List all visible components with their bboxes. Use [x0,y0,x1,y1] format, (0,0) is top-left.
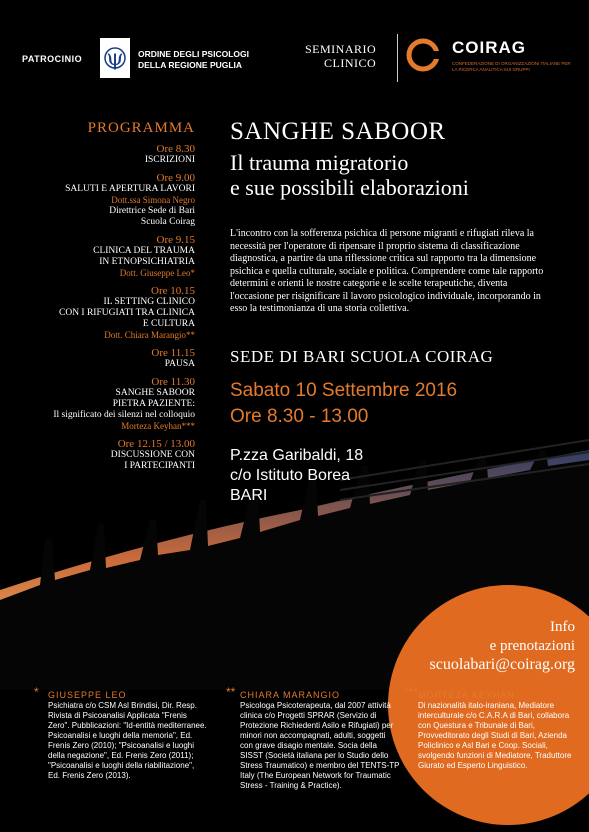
program-text: Scuola Coirag [140,217,195,227]
coirag-logo-icon [406,38,440,72]
info-block [490,618,575,656]
ordine-line-2: DELLA REGIONE PUGLIA [138,60,243,70]
subtitle [230,150,469,200]
event-hours: Ore 8.30 - 13.00 [230,406,369,427]
bio-text: Di nazionalità italo-iraniana, Mediatore interculturale c/o C.A.R.A di Bari, collabora con Questura e Tribunale di Bari, Provveditorato degli Studi di Bari, Azienda Policlinico e Asl Bari e Coop. Sociali, svolgendo funzioni di Mediatore, Traduttore Giurato ed Esperto Linguistico. [418,701,572,770]
program-text: CON I RIFUGIATI TRA CLINICA [59,308,195,318]
programma [15,120,195,472]
bio-star: ** [226,685,236,699]
programma-title: PROGRAMMA [87,120,195,136]
program-time: Ore 11.15 [151,347,195,359]
bio-text: Psicologa Psicoterapeuta, dal 2007 attività clinica c/o Progetti SPRAR (Servizio di Protezione Richiedenti Asilo e Rifugiati) per minori non accompagnati, adulti, soggetti con grave disagio mentale. Socia della SISST (Società italiana per lo Studio dello Stress Traumatico) e membro del TENTS-TP Italy (The European Network for Traumatic Stress - Training & Practice). [240,701,400,790]
program-time: Ore 9.15 [156,234,195,246]
address-line-2: c/o Istituto Borea [230,467,351,484]
bio-marangio [226,685,400,791]
bio-star: * [34,685,39,699]
bio-name: CHIARA MARANGIO [240,690,341,700]
info-line-2: e prenotazioni [489,638,575,654]
info-email-link[interactable]: scuolabari@coirag.org [429,656,575,673]
bio-text: Psichiatra c/o CSM Asl Brindisi, Dir. Resp. Rivista di Psicoanalisi Applicata "Frenis Zero". Pubblicazioni: "Id-entità mediterranee. Psicoanalisi e luoghi della memoria", Ed. Frenis Zero (2010); "Psicoanalisi e luoghi della negazione", Ed. Frenis Zero (2011); "Psicoanalisi e luoghi della riabilitazione", Ed. Frenis Zero (2013). [48,701,207,780]
program-text: ISCRIZIONI [144,155,195,165]
program-text: IL SETTING CLINICO [103,297,195,307]
address-line-1: P.zza Garibaldi, 18 [230,447,364,464]
program-text: E CULTURA [142,319,195,329]
program-time: Ore 9.00 [156,172,195,184]
coirag-name: COIRAG [452,38,526,57]
subtitle-line-2: e sue possibili elaborazioni [230,175,469,200]
sede-title: SEDE DI BARI SCUOLA COIRAG [230,347,494,366]
bio-star: *** [404,685,419,699]
ordine-psicologi-text [138,49,249,71]
intro-text: L'incontro con la sofferenza psichica di persone migranti e rifugiati rileva la necessità per l'operatore di ripensare il proprio sistema di classificazione diagnostica, a partire da una riflessione critica sul rapporto tra la dimensione psichica e quella culturale, sociale e politica. Comprendere come tale rapporto determini e orienti le nostre categorie e le scelte terapeutiche, diventa l'occasione per risignificare il lavoro psicologico individuale, incorporando in esso la testimonianza di una storia collettiva. [230,228,544,314]
ordine-line-1: ORDINE DEGLI PSICOLOGI [138,49,249,59]
event-address [230,446,363,506]
info-line-1: Info [550,619,575,635]
address-line-3: BARI [230,487,268,504]
program-speaker: Dott.ssa Simona Negro [111,195,195,205]
bio-keyhan [404,685,576,771]
program-text: DISCUSSIONE CON [110,450,195,460]
program-time: Ore 11.30 [151,376,195,388]
program-speaker: Morteza Keyhan*** [121,421,195,431]
event-date: Sabato 10 Settembre 2016 [230,380,458,401]
seminario-line-2: CLINICO [324,56,377,70]
program-speaker: Dott. Giuseppe Leo* [119,268,195,278]
program-time: Ore 12.15 / 13.00 [117,438,195,450]
program-text: SALUTI E APERTURA LAVORI [65,184,195,194]
subtitle-line-1: Il trauma migratorio [230,150,409,175]
program-text: Il significato dei silenzi nel colloquio [53,410,195,420]
coirag-subtitle: CONFEDERAZIONE DI ORGANIZZAZIONI ITALIANE PER LA RICERCA ANALITICA SUI GRUPPI [452,61,571,72]
program-text: IN ETNOPSICHIATRIA [99,257,195,267]
bio-name: GIUSEPPE LEO [48,690,127,700]
seminario-line-1: SEMINARIO [305,42,377,56]
bio-name: MORTEZA KEYHAN [418,690,515,700]
program-text: I PARTECIPANTI [124,461,195,471]
bio-leo [34,685,208,781]
program-speaker: Dott. Chiara Marangio** [104,330,195,340]
program-text: PIETRA PAZIENTE: [112,399,195,409]
program-text: CLINICA DEL TRAUMA [93,246,195,256]
program-time: Ore 8.30 [156,143,195,155]
header-divider [397,34,398,82]
seminario-clinico [305,42,376,70]
svg-text:ψ: ψ [106,46,124,71]
program-text: PAUSA [164,359,195,369]
ordine-psicologi-logo [100,38,130,78]
program-text: SANGHE SABOOR [115,388,195,398]
patrocinio-label: PATROCINIO [22,54,83,64]
program-time: Ore 10.15 [151,285,195,297]
main-title: SANGHE SABOOR [230,118,446,145]
program-text: Direttrice Sede di Bari [109,206,195,216]
